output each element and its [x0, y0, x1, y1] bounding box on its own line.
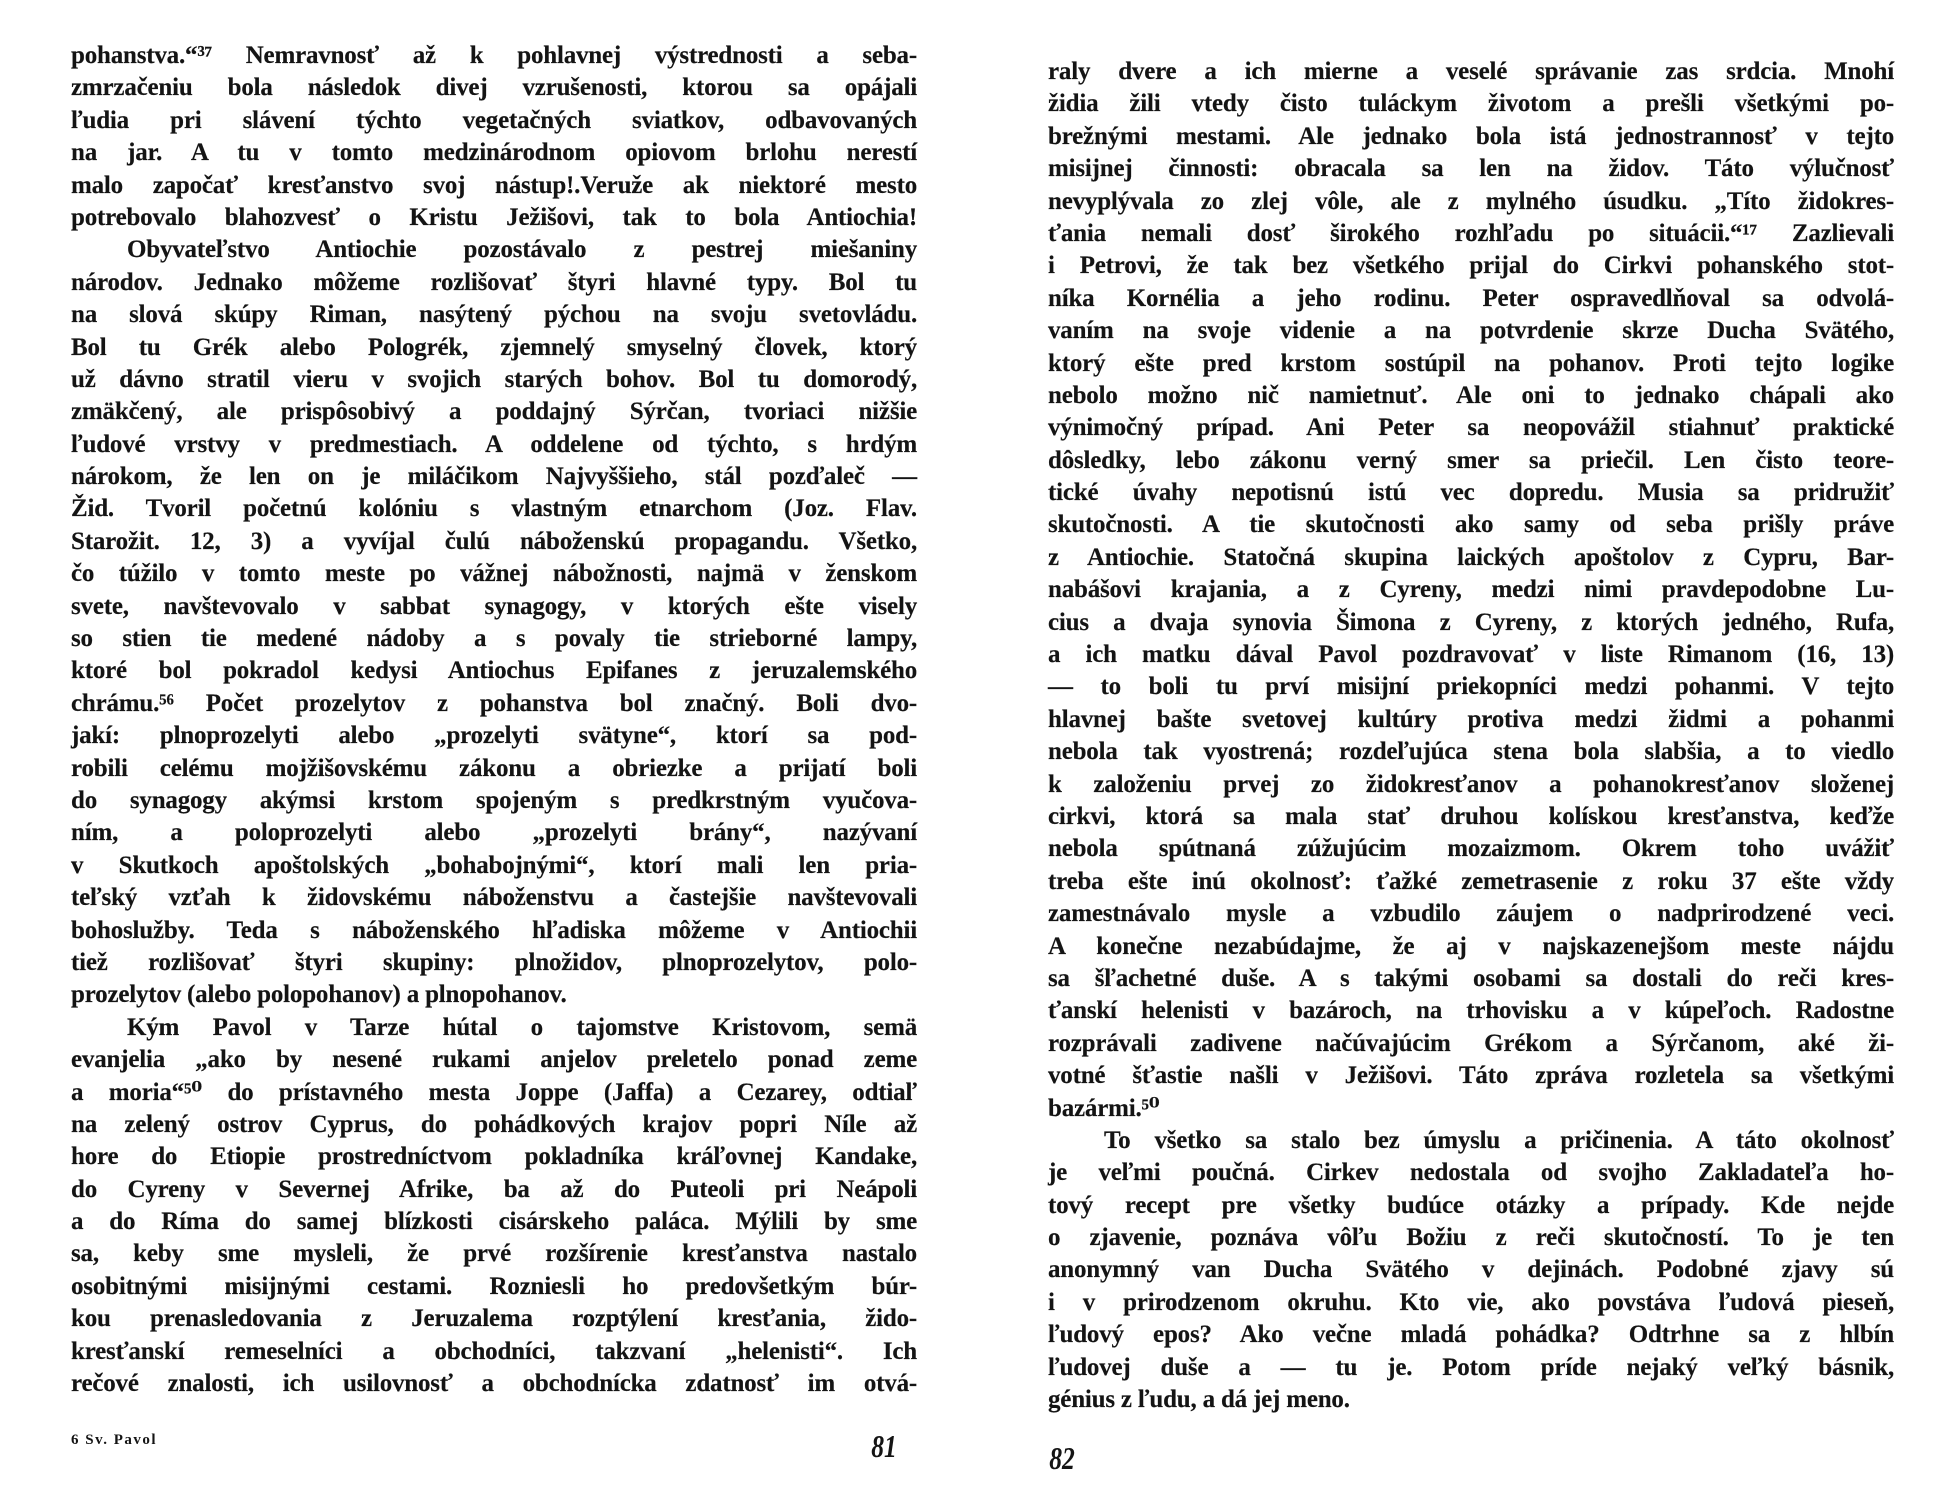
text-line: votné šťastie našli v Ježišovi. Táto zpráva rozletela sa všetkými	[1048, 1062, 1894, 1090]
text-line: treba ešte inú okolnosť: ťažké zemetrasenie z roku 37 ešte vždy	[1048, 867, 1894, 895]
text-line: na slová skúpy Riman, nasýtený pýchou na svoju svetovládu.	[71, 301, 917, 329]
text-line: osobitnými misijnými cestami. Rozniesli ho predovšetkým búr-	[71, 1272, 917, 1300]
text-line: A konečne nezabúdajme, že aj v najskazenejšom meste nájdu	[1048, 932, 1894, 960]
text-line: tiež rozlišovať štyri skupiny: plnožidov, plnoprozelytov, polo-	[71, 948, 917, 976]
text-line: ľudový epos? Ako večne mladá pohádka? Odtrhne sa z hlbín	[1048, 1321, 1894, 1349]
text-line: ťanskí helenisti v bazároch, na trhovisku a v kúpeľoch. Radostne	[1048, 997, 1894, 1025]
text-line: ním, a poloprozelyti alebo „prozelyti brány“, nazývaní	[71, 819, 917, 847]
text-line: Starožit. 12, 3) a vyvíjal čulú náboženskú propagandu. Všetko,	[71, 527, 917, 555]
text-line: čo túžilo v tomto meste po vážnej nábožnosti, najmä v ženskom	[71, 560, 917, 588]
text-line: sa šľachetné duše. A s takými osobami sa dostali do reči kres-	[1048, 964, 1894, 992]
text-line: tické úvahy nepotisnú istú vec dopredu. Musia sa pridružiť	[1048, 479, 1894, 507]
text-line: ktorý ešte pred krstom sostúpil na pohanov. Proti tejto logike	[1048, 349, 1894, 377]
text-line: židia žili vtedy čisto tuláckym životom a prešli všetkými po-	[1048, 90, 1894, 118]
text-line: nevyplývala zo zlej vôle, ale z mylného úsudku. „Títo židokres-	[1048, 187, 1894, 215]
text-line: malo započať kresťanstvo svoj nástup!.Veruže ak niektoré mesto	[71, 171, 917, 199]
text-line: výnimočný prípad. Ani Peter sa neopovážil stiahnuť praktické	[1048, 414, 1894, 442]
text-line: ktoré bol pokradol kedysi Antiochus Epifanes z jeruzalemského	[71, 657, 917, 685]
text-line: vaním na svoje videnie a na potvrdenie skrze Ducha Svätého,	[1048, 317, 1894, 345]
text-line: nebolo možno nič namietnuť. Ale oni to jednako chápali ako	[1048, 381, 1894, 409]
text-line: Žid. Tvoril početnú kolóniu s vlastným etnarchom (Joz. Flav.	[71, 495, 917, 523]
text-line: je veľmi poučná. Cirkev nedostala od svojho Zakladateľa ho-	[1048, 1159, 1894, 1187]
text-line: a moria“⁵⁰ do prístavného mesta Joppe (Jaffa) a Cezarey, odtiaľ	[71, 1078, 917, 1106]
text-line: ľudia pri slávení týchto vegetačných sviatkov, odbavovaných	[71, 106, 917, 134]
text-line: ľudovej duše a — tu je. Potom príde nejaký veľký básnik,	[1048, 1353, 1894, 1381]
text-line: zamestnávalo mysle a vzbudilo záujem o nadprirodzené veci.	[1048, 900, 1894, 928]
text-line: nabášovi krajania, a z Cyreny, medzi nimi pravdepodobne Lu-	[1048, 576, 1894, 604]
text-line: bazármi.⁵⁰	[1048, 1094, 1160, 1122]
text-line: rečové znalosti, ich usilovnosť a obchodnícka zdatnosť im otvá-	[71, 1370, 917, 1398]
text-line: evanjelia „ako by nesené rukami anjelov preletelo ponad zeme	[71, 1046, 917, 1074]
text-line: potrebovalo blahozvesť o Kristu Ježišovi, tak to bola Antiochia!	[71, 203, 917, 231]
text-line: — to boli tu prví misijní priekopníci medzi pohanmi. V tejto	[1048, 673, 1894, 701]
text-line: zmäkčený, ale prispôsobivý a poddajný Sýrčan, tvoriaci nižšie	[71, 398, 917, 426]
text-line: o zjavenie, poznáva vôľu Božiu z reči skutočností. To je ten	[1048, 1224, 1894, 1252]
text-line: a ich matku dával Pavol pozdravovať v liste Rimanom (16, 13)	[1048, 641, 1894, 669]
text-line: kresťanskí remeselníci a obchodníci, takzvaní „helenisti“. Ich	[71, 1337, 917, 1365]
text-line: anonymný van Ducha Svätého v dejinách. Podobné zjavy sú	[1048, 1256, 1894, 1284]
text-line: Kým Pavol v Tarze hútal o tajomstve Kristovom, semä	[127, 1013, 917, 1041]
text-line: chrámu.⁵⁶ Počet prozelytov z pohanstva bol značný. Boli dvo-	[71, 689, 917, 717]
text-line: cius a dvaja synovia Šimona z Cyreny, z ktorých jedného, Rufa,	[1048, 608, 1894, 636]
text-line: tový recept pre všetky budúce otázky a prípady. Kde nejde	[1048, 1191, 1894, 1219]
text-line: už dávno stratil vieru v svojich starých bohov. Bol tu domorodý,	[71, 365, 917, 393]
text-line: i v prirodzenom okruhu. Kto vie, ako povstáva ľudová pieseň,	[1048, 1288, 1894, 1316]
text-line: pohanstva.“³⁷ Nemravnosť až k pohlavnej výstrednosti a seba-	[71, 42, 917, 69]
text-line: z Antiochie. Statočná skupina laických apoštolov z Cypru, Bar-	[1048, 543, 1894, 571]
text-line: teľský vzťah k židovskému náboženstvu a častejšie navštevovali	[71, 884, 917, 912]
right-page-text	[1048, 56, 1894, 1416]
text-line: zmrzačeniu bola následok divej vzrušenosti, ktorou sa opájali	[71, 74, 917, 102]
text-line: cirkvi, ktorá sa mala stať druhou kolískou kresťanstva, keďže	[1048, 802, 1894, 830]
text-line: ťania nemali dosť širokého rozhľadu po situácii.“¹⁷ Zazlievali	[1048, 219, 1894, 247]
text-line: génius z ľudu, a dá jej meno.	[1048, 1386, 1350, 1414]
text-line: do synagogy akýmsi krstom spojeným s predkrstným vyučova-	[71, 786, 917, 814]
text-line: bohoslužby. Teda s náboženského hľadiska môžeme v Antiochii	[71, 916, 917, 944]
text-line: rozprávali zadivene načúvajúcim Grékom a Sýrčanom, aké ži-	[1048, 1029, 1894, 1057]
text-line: svete, navštevovalo v sabbat synagogy, v ktorých ešte visely	[71, 592, 917, 620]
text-line: nebola spútnaná zúžujúcim mozaizmom. Okrem toho uvážiť	[1048, 835, 1894, 863]
text-line: v Skutkoch apoštolských „bohabojnými“, ktorí mali len pria-	[71, 851, 917, 879]
text-line: nebola tak vyostrená; rozdeľujúca stena bola slabšia, a to viedlo	[1048, 738, 1894, 766]
text-line: hlavnej bašte svetovej kultúry protiva medzi židmi a pohanmi	[1048, 705, 1894, 733]
text-line: kou prenasledovania z Jeruzalema rozptýlení kresťania, žido-	[71, 1305, 917, 1333]
text-line: so stien tie medené nádoby a s povaly tie strieborné lampy,	[71, 625, 917, 653]
text-line: misijnej činnosti: obracala sa len na židov. Táto výlučnosť	[1048, 155, 1894, 183]
text-line: i Petrovi, že tak bez všetkého prijal do Cirkvi pohanského stot-	[1048, 252, 1894, 280]
text-line: níka Kornélia a jeho rodinu. Peter ospravedlňoval sa odvolá-	[1048, 284, 1894, 312]
text-line: skutočnosti. A tie skutočnosti ako samy od seba prišly práve	[1048, 511, 1894, 539]
text-line: národov. Jednako môžeme rozlišovať štyri hlavné typy. Bol tu	[71, 268, 917, 296]
text-line: na jar. A tu v tomto medzinárodnom opiovom brlohu nerestí	[71, 139, 917, 167]
text-line: ľudové vrstvy v predmestiach. A oddelene od týchto, s hrdým	[71, 430, 917, 458]
text-line: na zelený ostrov Cyprus, do pohádkových krajov popri Níle až	[71, 1110, 917, 1138]
text-line: brežnými mestami. Ale jednako bola istá jednostrannosť v tejto	[1048, 122, 1894, 150]
text-line: raly dvere a ich mierne a veselé správanie zas srdcia. Mnohí	[1048, 58, 1894, 85]
left-page-text	[71, 40, 917, 1400]
text-line: do Cyreny v Severnej Afrike, ba až do Puteoli pri Neápoli	[71, 1175, 917, 1203]
text-line: nárokom, že len on je miláčikom Najvyššieho, stál pozďaleč —	[71, 463, 917, 491]
text-line: dôsledky, lebo zákonu verný smer sa priečil. Len čisto teore-	[1048, 446, 1894, 474]
text-line: To všetko sa stalo bez úmyslu a pričinenia. A táto okolnosť	[1104, 1126, 1894, 1154]
text-line: Bol tu Grék alebo Pologrék, zjemnelý smyselný človek, ktorý	[71, 333, 917, 361]
page-number-left: 81	[871, 1428, 897, 1464]
text-line: prozelytov (alebo polopohanov) a plnopohanov.	[71, 981, 567, 1009]
text-line: robili celému mojžišovskému zákonu a obriezke a prijatí boli	[71, 754, 917, 782]
text-line: Obyvateľstvo Antiochie pozostávalo z pestrej miešaniny	[127, 236, 917, 264]
text-line: jakí: plnoprozelyti alebo „prozelyti svätyne“, ktorí sa pod-	[71, 722, 917, 750]
text-line: k založeniu prvej zo židokresťanov a pohanokresťanov složenej	[1048, 770, 1894, 798]
text-line: hore do Etiopie prostredníctvom pokladníka kráľovnej Kandake,	[71, 1143, 917, 1171]
page-number-right: 82	[1049, 1440, 1075, 1476]
signature-mark: 6 Sv. Pavol	[71, 1432, 158, 1448]
text-line: a do Ríma do samej blízkosti cisárskeho paláca. Mýlili by sme	[71, 1208, 917, 1236]
text-line: sa, keby sme mysleli, že prvé rozšírenie kresťanstva nastalo	[71, 1240, 917, 1268]
